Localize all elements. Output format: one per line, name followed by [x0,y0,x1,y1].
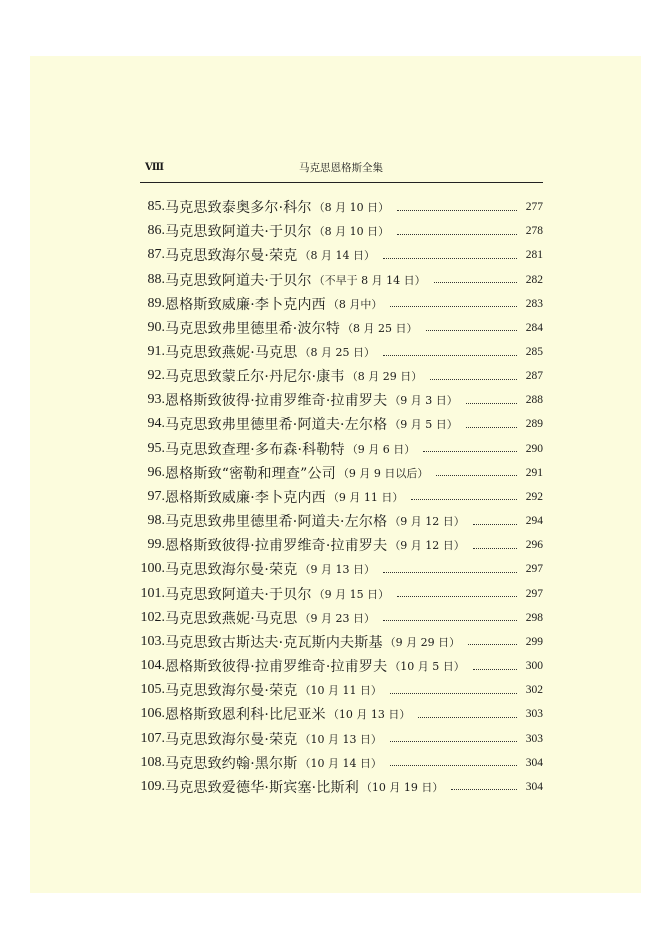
entry-number: 91. [147,344,165,360]
entry-number: 103. [140,633,165,649]
toc-entry [130,412,543,436]
entry-date: （9 月 15 日） [313,587,390,601]
dot-leader [397,210,517,211]
entry-number: 104. [140,658,165,674]
toc-entry [130,630,543,654]
entry-page-number: 303 [525,708,543,721]
entry-page-number: 297 [525,587,543,600]
entry-title: 马克思致查理·多布森·科勒特 [165,441,345,458]
entry-number: 89. [147,295,165,311]
entry-title: 恩格斯致彼得·拉甫罗维奇·拉甫罗夫 [165,538,388,555]
entry-page-number: 290 [525,442,543,455]
entry-title: 马克思致阿道夫·于贝尔 [165,224,312,241]
entry-title: 马克思致弗里德里希·阿道夫·左尔格 [165,514,388,531]
entry-date: （9 月 12 日） [389,515,465,529]
toc-entry [130,509,543,533]
toc-entry [130,582,543,606]
toc-entry [130,726,543,750]
entry-date: （9 月 3 日） [389,394,458,408]
entry-page-number: 283 [525,297,543,310]
entry-page-number: 278 [525,225,543,238]
entry-title: 马克思致约翰·黑尔斯 [165,755,298,772]
toc-entry [130,678,543,702]
entry-page-number: 294 [525,515,543,528]
entry-page-number: 297 [525,563,543,576]
entry-date: （8 月 29 日） [346,370,423,384]
dot-leader [390,306,517,307]
dot-leader [383,572,517,573]
toc-entry [130,243,543,267]
dot-leader [473,669,517,670]
entry-number: 107. [140,730,165,746]
entry-title: 马克思致弗里德里希·波尔特 [165,320,341,337]
entry-title: 马克思致海尔曼·荣克 [165,683,298,700]
toc-entry [130,775,543,799]
entry-page-number: 303 [525,732,543,745]
dot-leader [390,765,517,766]
entry-date: （9 月 9 日以后） [337,466,429,480]
entry-number: 101. [140,585,165,601]
entry-page-number: 304 [525,756,543,769]
toc-entry [130,316,543,340]
entry-title: 恩格斯致恩利科·比尼亚米 [165,707,326,724]
entry-page-number: 288 [525,394,543,407]
entry-title: 恩格斯致威廉·李卜克内西 [165,489,326,506]
entry-date: （8 月 25 日） [299,346,375,360]
dot-leader [426,330,517,331]
toc-entry [130,606,543,630]
entry-title: 恩格斯致威廉·李卜克内西 [165,296,326,313]
entry-date: （10 月 11 日） [299,684,382,698]
entry-number: 102. [140,609,165,625]
entry-title: 马克思致弗里德里希·阿道夫·左尔格 [165,417,388,434]
toc-entry [130,437,543,461]
toc-entry [130,557,543,581]
entry-title: 马克思致古斯达夫·克瓦斯内夫斯基 [165,634,383,651]
entry-title: 马克思致海尔曼·荣克 [165,562,298,579]
toc-entry [130,292,543,316]
entry-page-number: 298 [525,611,543,624]
entry-page-number: 284 [525,321,543,334]
dot-leader [383,620,517,621]
toc-entry [130,461,543,485]
toc-entry [130,195,543,219]
entry-page-number: 289 [525,418,543,431]
dot-leader [434,282,517,283]
entry-date: （8 月 14 日） [299,249,375,263]
entry-title: 恩格斯致彼得·拉甫罗维奇·拉甫罗夫 [165,659,388,676]
entry-date: （10 月 19 日） [360,780,444,794]
entry-title: 恩格斯致“密勒和理查”公司 [165,465,336,482]
running-head-title: 马克思恩格斯全集 [299,162,383,174]
entry-number: 88. [147,271,165,287]
entry-number: 92. [147,368,165,384]
entry-number: 108. [140,754,165,770]
entry-date: （9 月 11 日） [327,490,404,504]
entry-date: （9 月 5 日） [389,418,458,432]
entry-date: （9 月 23 日） [299,611,375,625]
entry-date: （不早于 8 月 14 日） [313,273,426,287]
toc-entry [130,364,543,388]
dot-leader [473,524,517,525]
entry-title: 马克思致爱德华·斯宾塞·比斯利 [165,779,359,796]
entry-date: （10 月 5 日） [389,660,465,674]
entry-page-number: 299 [525,635,543,648]
entry-number: 87. [147,247,165,263]
entry-date: （8 月 25 日） [342,321,418,335]
entry-page-number: 282 [525,273,543,286]
entry-date: （8 月中） [327,297,383,311]
toc-entry [130,219,543,243]
entry-title: 马克思致泰奥多尔·科尔 [165,200,312,217]
entry-page-number: 291 [525,466,543,479]
entry-page-number: 304 [525,780,543,793]
entry-title: 马克思致燕妮·马克思 [165,345,298,362]
entry-number: 86. [147,223,165,239]
toc-entry [130,654,543,678]
table-of-contents [130,195,543,799]
dot-leader [468,644,517,645]
entry-title: 马克思致阿道夫·于贝尔 [165,586,312,603]
dot-leader [397,234,517,235]
entry-date: （10 月 13 日） [299,732,382,746]
dot-leader [383,355,517,356]
entry-title: 马克思致海尔曼·荣克 [165,248,298,265]
entry-number: 100. [140,561,165,577]
entry-date: （8 月 10 日） [313,201,390,215]
dot-leader [451,789,517,790]
entry-number: 97. [147,488,165,504]
toc-entry [130,533,543,557]
entry-number: 98. [147,513,165,529]
entry-number: 99. [147,537,165,553]
dot-leader [466,427,517,428]
entry-title: 马克思致阿道夫·于贝尔 [165,272,312,289]
entry-date: （10 月 14 日） [299,756,382,770]
dot-leader [423,451,517,452]
entry-title: 恩格斯致彼得·拉甫罗维奇·拉甫罗夫 [165,393,388,410]
dot-leader [397,596,517,597]
dot-leader [390,741,517,742]
entry-page-number: 277 [525,201,543,214]
toc-entry [130,485,543,509]
dot-leader [436,475,517,476]
entry-title: 马克思致燕妮·马克思 [165,610,298,627]
header-rule [140,182,543,183]
dot-leader [411,499,517,500]
entry-page-number: 296 [525,539,543,552]
entry-number: 96. [147,464,165,480]
toc-entry [130,267,543,291]
entry-page-number: 285 [525,346,543,359]
entry-date: （10 月 13 日） [327,708,411,722]
entry-date: （8 月 10 日） [313,225,390,239]
dot-leader [390,693,517,694]
entry-number: 93. [147,392,165,408]
entry-number: 94. [147,416,165,432]
entry-number: 105. [140,682,165,698]
entry-number: 109. [140,778,165,794]
toc-entry [130,388,543,412]
dot-leader [418,717,517,718]
entry-number: 95. [147,440,165,456]
entry-number: 90. [147,319,165,335]
dot-leader [473,548,517,549]
entry-page-number: 292 [525,490,543,503]
dot-leader [430,379,517,380]
entry-date: （9 月 6 日） [346,442,416,456]
entry-number: 106. [140,706,165,722]
entry-page-number: 302 [525,684,543,697]
entry-page-number: 300 [525,660,543,673]
toc-entry [130,340,543,364]
entry-title: 马克思致蒙丘尔·丹尼尔·康韦 [165,369,345,386]
toc-entry [130,702,543,726]
entry-number: 85. [147,199,165,215]
entry-page-number: 281 [525,249,543,262]
page-numeral: Ⅷ [145,162,164,173]
entry-page-number: 287 [525,370,543,383]
entry-title: 马克思致海尔曼·荣克 [165,731,298,748]
dot-leader [383,258,517,259]
toc-entry [130,751,543,775]
entry-date: （9 月 29 日） [384,635,461,649]
entry-date: （9 月 12 日） [389,539,465,553]
dot-leader [466,403,517,404]
entry-date: （9 月 13 日） [299,563,375,577]
